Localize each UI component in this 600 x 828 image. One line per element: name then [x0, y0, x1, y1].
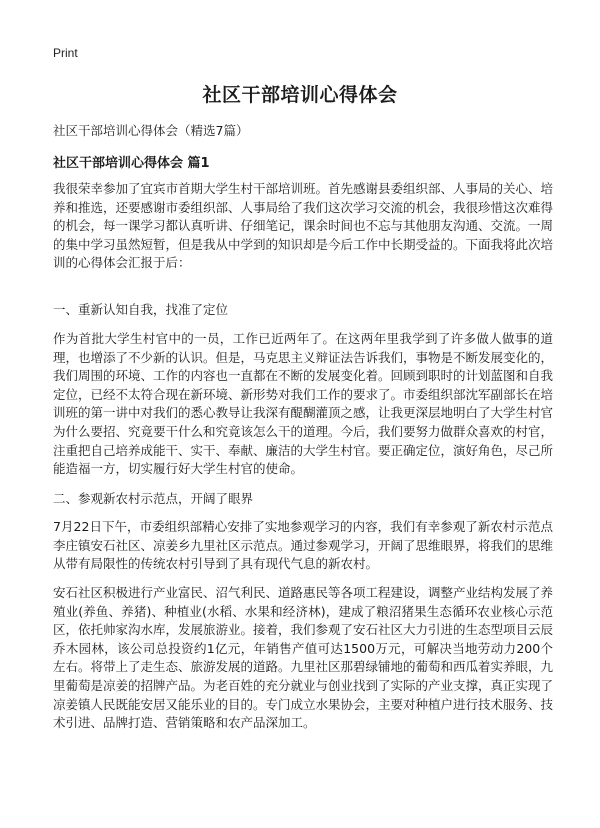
document-subtitle: 社区干部培训心得体会（精选7篇）: [53, 123, 249, 138]
section-title: 社区干部培训心得体会 篇1: [53, 156, 210, 171]
body-paragraph-intro: 我很荣幸参加了宜宾市首期大学生村干部培训班。首先感谢县委组织部、人事局的关心、培养和推选，还要感谢市委组织部、人事局给了我们这次学习交流的机会，我很珍惜这次难得的机会，每一课学习都认真听讲、仔细笔记，课余时间也不忘与其他朋友沟通、交流。一周的集中学习虽然短暂，但是我从中学到的知识却是今后工作中长期受益的。下面我将此次培训的心得体会汇报于后：: [53, 181, 554, 271]
body-paragraph-visit: 7月22日下午，市委组织部精心安排了实地参观学习的内容，我们有幸参观了新农村示范点李庄镇安石社区、凉姜乡九里社区示范点。通过参观学习，开阔了思维眼界，将我们的思维从带有局限性的传统农村引导到了具有现代气息的新农村。: [53, 519, 554, 572]
body-paragraph-anshi: 安石社区积极进行产业富民、沼气利民、道路惠民等各项工程建设，调整产业结构发展了养殖业(养鱼、养猪)、种植业(水稻、水果和经济林)，建成了粮沼猪果生态循环农业核心示范区，依托帅家沟水库，发展旅游业。接着，我们参观了安石社区大力引进的生态型项目云辰乔木园林，该公司总投资约1亿元，年销售产值可达1500万元，可解决当地劳动力200个左右。将带上了走生态、旅游发展的道路。九里社区那碧绿铺地的葡萄和西瓜着实养眼，九里葡萄是凉姜的招牌产品。为老百姓的充分就业与创业找到了实际的产业支撑，真正实现了凉姜镇人民既能安居又能乐业的目的。专门成立水果协会，主要对种植户进行技术服务、技术引进、品牌打造、营销策略和农产品深加工。: [53, 585, 554, 731]
body-paragraph-positioning: 作为首批大学生村官中的一员，工作已近两年了。在这两年里我学到了许多做人做事的道理，也增添了不少新的认识。但是，马克思主义辩证法告诉我们，事物是不断发展变化的，我们周围的环境、工作的内容也一直都在不断的发展变化着。回顾到职时的计划蓝图和自我定位，已经不太符合现在新环境、新形势对我们工作的要求了。市委组织部沈军副部长在培训班的第一讲中对我们的悉心教导让我深有醍醐灌顶之感，让我更深层地明白了大学生村官为什么要招、究竟要干什么和究竟该怎么干的道理。今后，我们要努力做群众喜欢的村官，注重把自己培养成能干、实干、奉献、廉洁的大学生村官。要正确定位，演好角色，尽己所能造福一方，切实履行好大学生村官的使命。: [53, 331, 554, 477]
section-heading-1: 一、重新认知自我，找准了定位: [53, 302, 229, 317]
print-link[interactable]: Print: [53, 46, 78, 60]
section-heading-2: 二、参观新农村示范点，开阔了眼界: [53, 491, 254, 506]
page-title: 社区干部培训心得体会: [202, 84, 398, 106]
